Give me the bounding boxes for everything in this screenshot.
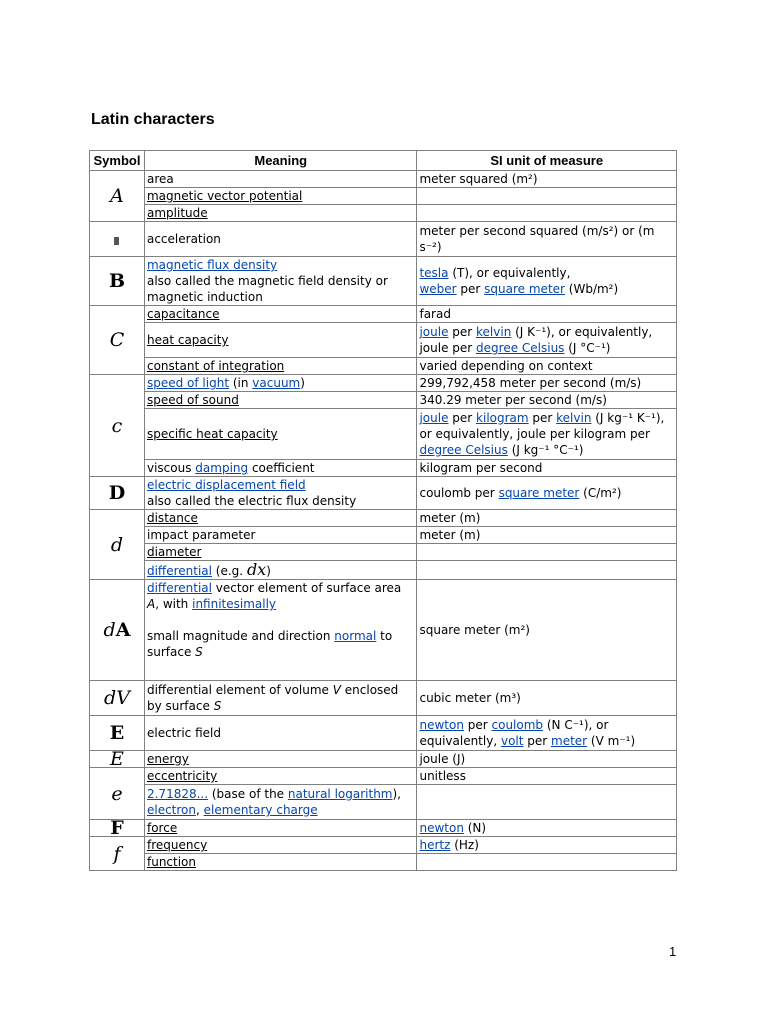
link-normal[interactable]: normal [334, 629, 377, 643]
meaning-text: ) [266, 563, 271, 578]
meaning-cell: constant of integration [144, 358, 416, 375]
unit-text: per [448, 411, 477, 425]
meaning-cell: area [144, 171, 416, 188]
header-si-unit: SI unit of measure [417, 151, 677, 171]
table-row [90, 323, 677, 358]
unit-text: per [456, 282, 485, 296]
meaning-text: viscous [146, 461, 196, 475]
meaning-text: also called the electric flux density [146, 494, 357, 508]
table-row [90, 188, 677, 205]
link-electron[interactable]: electron [146, 803, 197, 817]
table-row [90, 768, 677, 785]
link-magnetic-flux-density[interactable]: magnetic flux density [146, 258, 278, 272]
symbol-cell: f [90, 837, 145, 871]
meaning-cell: speed of sound [144, 392, 416, 409]
meaning-cell [144, 460, 416, 477]
meaning-text: ) [300, 376, 305, 390]
meaning-text: vector element of surface area [211, 581, 402, 595]
unit-cell [417, 785, 677, 820]
link-infinitesimally[interactable]: infinitesimally [192, 597, 277, 611]
unit-cell [417, 561, 677, 580]
unit-cell: varied depending on context [417, 358, 677, 375]
link-2-71828[interactable]: 2.71828... [146, 787, 209, 801]
table-row [90, 306, 677, 323]
page-number: 1 [669, 944, 677, 959]
section-heading: Latin characters [91, 111, 215, 128]
meaning-text: , with [155, 597, 193, 611]
meaning-cell: amplitude [144, 205, 416, 222]
symbol-cell: D [90, 477, 145, 510]
meaning-text: to surface [146, 629, 393, 659]
table-row [90, 820, 677, 837]
symbol-cell: A [90, 171, 145, 222]
symbol-cell [90, 222, 145, 257]
meaning-cell [144, 785, 416, 820]
meaning-cell: energy [144, 751, 416, 768]
table-row [90, 561, 677, 580]
meaning-cell [144, 561, 416, 580]
unit-cell: farad [417, 306, 677, 323]
link-damping[interactable]: damping [195, 461, 249, 475]
meaning-cell: electric field [144, 716, 416, 751]
link-differential[interactable]: differential [146, 581, 212, 595]
unit-cell: joule (J) [417, 751, 677, 768]
symbol-cell: E [90, 751, 145, 768]
meaning-cell [144, 477, 416, 510]
meaning-cell [144, 580, 416, 681]
symbol-cell: E [90, 716, 145, 751]
unit-text: (Hz) [450, 838, 479, 852]
link-degree-celsius[interactable]: degree Celsius [419, 443, 508, 457]
link-weber[interactable]: weber [419, 282, 457, 296]
symbol-cell: F [90, 820, 145, 837]
table-row [90, 477, 677, 510]
unit-text: (Wb/m²) [564, 282, 619, 296]
unit-cell [417, 837, 677, 854]
symbol-part: V [116, 687, 130, 709]
meaning-cell: impact parameter [144, 527, 416, 544]
unit-cell: 299,792,458 meter per second (m/s) [417, 375, 677, 392]
table-row [90, 854, 677, 871]
symbol-cell [90, 681, 145, 716]
link-joule[interactable]: joule [419, 411, 449, 425]
meaning-text: small magnitude and direction [146, 629, 335, 643]
meaning-cell: frequency [144, 837, 416, 854]
meaning-text: (e.g. [211, 563, 247, 578]
meaning-text: differential element of volume [146, 683, 333, 697]
unit-text: per [523, 734, 552, 748]
meaning-cell: magnetic vector potential [144, 188, 416, 205]
link-newton[interactable]: newton [419, 821, 464, 835]
table-row [90, 837, 677, 854]
meaning-text: enclosed by surface [146, 683, 399, 713]
table-row [90, 409, 677, 460]
table-row [90, 375, 677, 392]
table-row [90, 785, 677, 820]
meaning-cell: diameter [144, 544, 416, 561]
table-row [90, 681, 677, 716]
meaning-cell [144, 375, 416, 392]
unit-cell: square meter (m²) [417, 580, 677, 681]
symbol-part: d [104, 687, 117, 709]
symbols-table [89, 150, 677, 871]
unit-text: (N) [463, 821, 487, 835]
symbol-cell: d [90, 510, 145, 580]
link-elementary-charge[interactable]: elementary charge [203, 803, 318, 817]
symbol-cell [90, 580, 145, 681]
meaning-text: S [195, 645, 203, 659]
meaning-text: (in [229, 376, 253, 390]
link-speed-of-light[interactable]: speed of light [146, 376, 230, 390]
meaning-cell: acceleration [144, 222, 416, 257]
meaning-text: A [146, 597, 156, 611]
link-newton[interactable]: newton [419, 718, 464, 732]
link-hertz[interactable]: hertz [419, 838, 451, 852]
link-tesla[interactable]: tesla [419, 266, 449, 280]
meaning-text: coefficient [248, 461, 315, 475]
unit-text: (C/m²) [579, 486, 622, 500]
table-row [90, 544, 677, 561]
unit-cell [417, 820, 677, 837]
missing-glyph-icon [114, 237, 119, 245]
link-natural-logarithm[interactable]: natural logarithm [287, 787, 393, 801]
unit-cell [417, 409, 677, 460]
symbol-part: d [103, 619, 116, 641]
meaning-cell: eccentricity [144, 768, 416, 785]
unit-cell [417, 205, 677, 222]
link-kelvin[interactable]: kelvin [476, 325, 512, 339]
unit-cell [417, 716, 677, 751]
link-differential[interactable]: differential [146, 563, 212, 578]
link-kelvin[interactable]: kelvin [556, 411, 592, 425]
unit-cell: meter squared (m²) [417, 171, 677, 188]
table-row [90, 392, 677, 409]
meaning-text: V [332, 683, 341, 697]
table-row [90, 222, 677, 257]
link-vacuum[interactable]: vacuum [252, 376, 301, 390]
math-dx: dx [246, 559, 267, 579]
meaning-cell: heat capacity [144, 323, 416, 358]
link-square-meter[interactable]: square meter [484, 282, 565, 296]
header-symbol: Symbol [90, 151, 145, 171]
link-joule[interactable]: joule [419, 325, 449, 339]
table-row [90, 510, 677, 527]
link-square-meter[interactable]: square meter [498, 486, 580, 500]
table-row [90, 716, 677, 751]
meaning-text: also called the magnetic field density or magnetic induction [146, 274, 388, 304]
link-electric-displacement-field[interactable]: electric displacement field [146, 478, 306, 492]
link-coulomb[interactable]: coulomb [491, 718, 544, 732]
unit-text: (J °C⁻¹) [564, 341, 611, 355]
symbol-cell: e [90, 768, 145, 820]
unit-cell: meter (m) [417, 527, 677, 544]
unit-cell [417, 188, 677, 205]
meaning-cell: capacitance [144, 306, 416, 323]
unit-cell [417, 257, 677, 306]
table-row [90, 460, 677, 477]
unit-cell: kilogram per second [417, 460, 677, 477]
link-kilogram[interactable]: kilogram [476, 411, 529, 425]
header-meaning: Meaning [144, 151, 416, 171]
link-meter[interactable]: meter [551, 734, 588, 748]
unit-text: per [528, 411, 557, 425]
link-volt[interactable]: volt [500, 734, 524, 748]
unit-cell: 340.29 meter per second (m/s) [417, 392, 677, 409]
meaning-cell: force [144, 820, 416, 837]
table-row [90, 580, 677, 681]
table-row [90, 171, 677, 188]
unit-text: coulomb per [419, 486, 499, 500]
unit-cell: cubic meter (m³) [417, 681, 677, 716]
unit-text: (V m⁻¹) [587, 734, 636, 748]
table-header-row [90, 151, 677, 171]
symbol-part: A [115, 619, 131, 641]
symbol-cell: C [90, 306, 145, 375]
meaning-cell [144, 681, 416, 716]
unit-text: (T), or equivalently, [448, 266, 571, 280]
meaning-cell: distance [144, 510, 416, 527]
unit-text: (J K⁻¹), or equivalently, joule per [419, 325, 653, 355]
unit-text: per [448, 325, 477, 339]
table-row [90, 527, 677, 544]
unit-text: (J kg⁻¹ °C⁻¹) [507, 443, 584, 457]
unit-cell: meter per second squared (m/s²) or (m s⁻²) [417, 222, 677, 257]
unit-text: (J kg⁻¹ K⁻¹), or equivalently, joule per kilogram per [419, 411, 665, 441]
unit-cell: unitless [417, 768, 677, 785]
table-row [90, 751, 677, 768]
link-degree-celsius[interactable]: degree Celsius [476, 341, 565, 355]
unit-cell [417, 477, 677, 510]
meaning-text: S [213, 699, 222, 713]
meaning-text: , [196, 803, 204, 817]
meaning-cell: function [144, 854, 416, 871]
symbol-cell: c [90, 375, 145, 477]
unit-cell: meter (m) [417, 510, 677, 527]
meaning-text: (base of the [208, 787, 288, 801]
table-row [90, 205, 677, 222]
meaning-cell [144, 257, 416, 306]
unit-text: (N C⁻¹), or equivalently, [419, 718, 609, 748]
symbol-cell: B [90, 257, 145, 306]
unit-cell [417, 544, 677, 561]
meaning-text: ), [392, 787, 401, 801]
table-row [90, 358, 677, 375]
unit-text: per [463, 718, 492, 732]
table-row [90, 257, 677, 306]
unit-cell [417, 323, 677, 358]
unit-cell [417, 854, 677, 871]
meaning-cell: specific heat capacity [144, 409, 416, 460]
